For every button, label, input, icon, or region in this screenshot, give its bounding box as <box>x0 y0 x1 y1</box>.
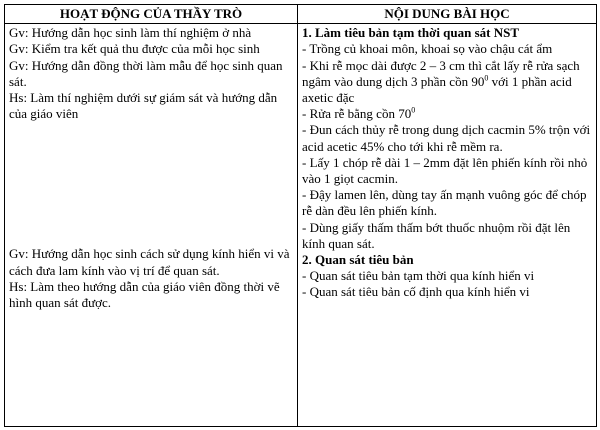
content-text: - Khi rễ mọc dài được 2 – 3 cm thì cắt lấy rễ rửa sạch ngâm vào dung dịch 3 phần cồn 90 <box>302 57 580 89</box>
degree-superscript: 0 <box>484 73 489 83</box>
content-text: - Rửa rễ bằng cồn 70 <box>302 106 412 122</box>
activity-paragraph: Hs: Làm thí nghiệm dưới sự giám sát và hướng dẫn của giáo viên <box>9 90 278 122</box>
content-item: - Đun cách thủy rễ trong dung dịch cacmin 5% trộn với acid acetic 45% cho tới khi rễ mềm ra. <box>302 122 591 154</box>
table-body-row <box>5 24 597 427</box>
content-item: - Quan sát tiêu bản cố định qua kính hiển vi <box>302 284 530 300</box>
activity-paragraph: Hs: Làm theo hướng dẫn của giáo viên đồng thời vẽ hình quan sát được. <box>9 278 280 311</box>
table-header-row <box>5 5 597 24</box>
content-cell <box>298 24 597 427</box>
content-item: - Quan sát tiêu bản tạm thời qua kính hiển vi <box>302 268 535 284</box>
lesson-table <box>4 4 597 427</box>
spacer <box>9 122 293 246</box>
activity-cell <box>5 24 298 427</box>
activity-paragraph: Gv: Hướng dẫn học sinh cách sử dụng kính hiển vi và cách đưa lam kính vào vị trí để quan sát. <box>9 246 290 278</box>
content-item: - Đậy lamen lên, dùng tay ấn mạnh vuông góc để chóp rễ dàn đều lên phiến kính. <box>302 187 587 219</box>
header-lesson-content: NỘI DUNG BÀI HỌC <box>298 5 597 24</box>
content-text: với 1 phần acid axetic đặc <box>302 73 572 106</box>
content-item: - Trồng củ khoai môn, khoai sọ vào chậu cát ẩm <box>302 41 553 57</box>
content-item <box>302 106 592 122</box>
activity-paragraph: Gv: Kiểm tra kết quả thu được của mỗi học sinh <box>9 41 260 57</box>
activity-paragraph: Gv: Hướng dẫn đồng thời làm mẫu để học sinh quan sát. <box>9 57 283 89</box>
header-teacher-student-activity: HOẠT ĐỘNG CỦA THẦY TRÒ <box>5 5 298 24</box>
content-item <box>302 58 592 107</box>
degree-superscript: 0 <box>411 105 416 115</box>
section-title-1: 1. Làm tiêu bản tạm thời quan sát NST <box>302 25 520 41</box>
content-item: - Lấy 1 chóp rễ dài 1 – 2mm đặt lên phiến kính rồi nhỏ vào 1 giọt cacmin. <box>302 154 588 187</box>
section-title-2: 2. Quan sát tiêu bản <box>302 252 414 268</box>
content-item: - Dùng giấy thấm thấm bớt thuốc nhuộm rồi đặt lên kính quan sát. <box>302 219 571 251</box>
activity-paragraph: Gv: Hướng dẫn học sinh làm thí nghiệm ở nhà <box>9 25 252 41</box>
